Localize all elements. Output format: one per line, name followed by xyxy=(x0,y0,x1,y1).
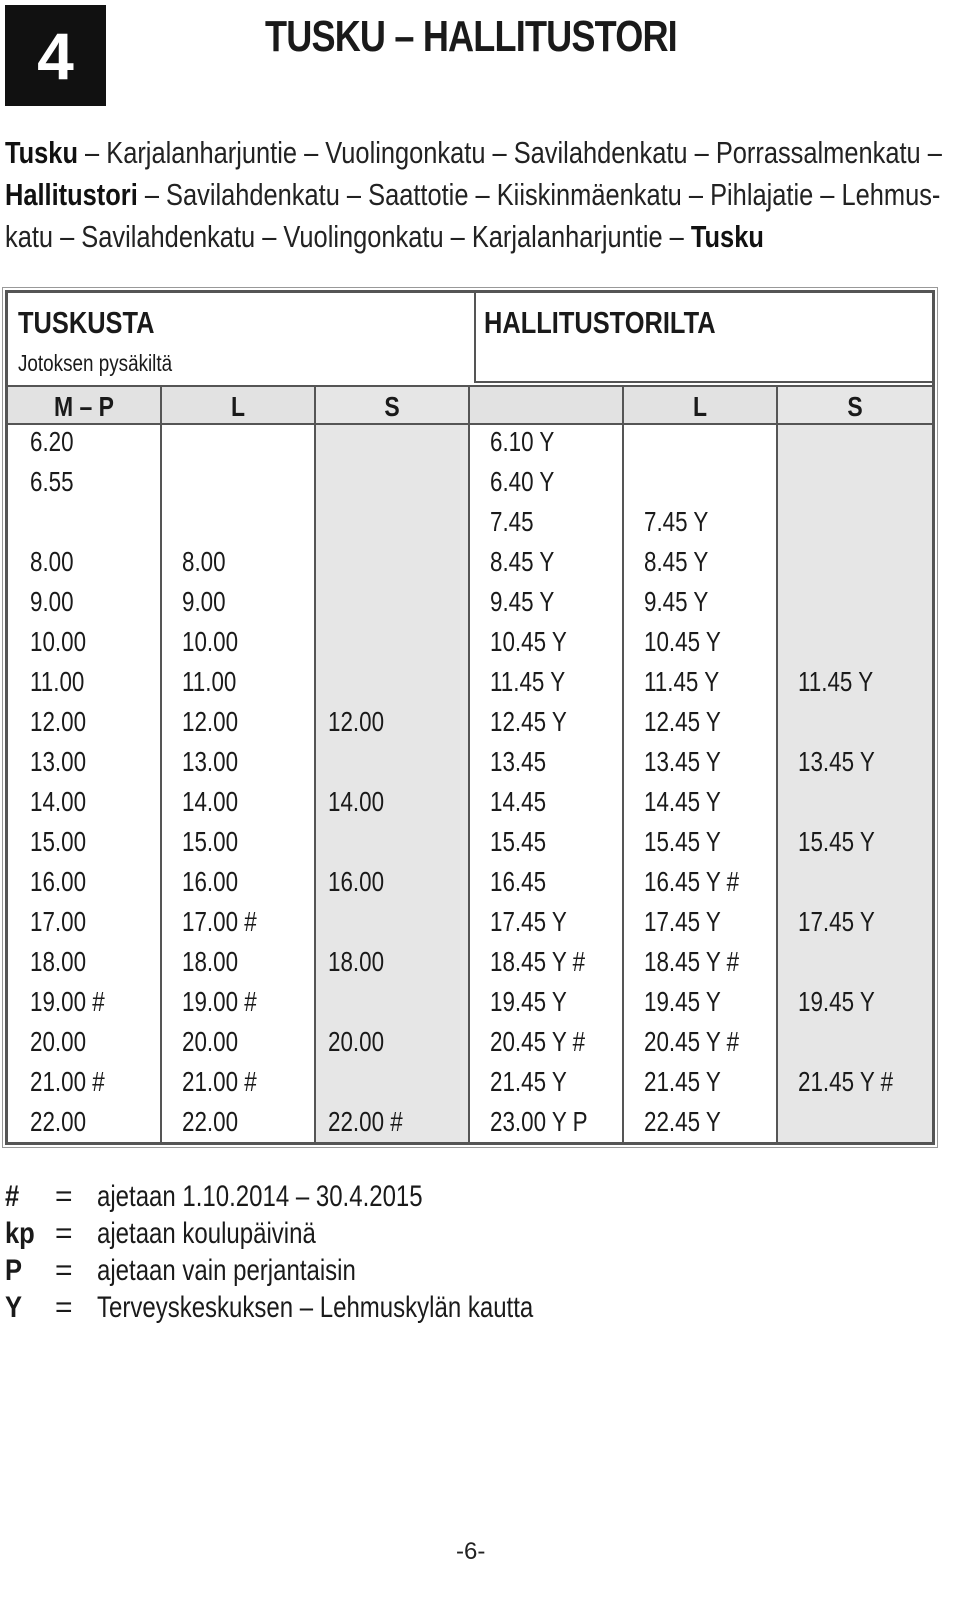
departure-time: 9.00 xyxy=(30,586,74,617)
departure-time: 9.00 xyxy=(182,586,226,617)
route-description-line xyxy=(5,216,891,258)
departure-time: 10.45 Y xyxy=(490,626,567,657)
legend-symbol: P xyxy=(5,1254,23,1287)
departure-time: 13.00 xyxy=(30,746,87,777)
departure-time: 19.00 # xyxy=(30,986,105,1017)
departure-time: 21.45 Y xyxy=(644,1066,721,1097)
departure-time: 8.00 xyxy=(182,546,226,577)
departure-time: 11.45 Y xyxy=(644,666,720,697)
legend-symbol: kp xyxy=(5,1217,35,1250)
departure-time: 20.00 xyxy=(182,1026,239,1057)
column-header-row xyxy=(8,385,932,425)
departure-time: 18.45 Y # xyxy=(644,946,740,977)
departure-time: 9.45 Y xyxy=(490,586,555,617)
page-number: -6- xyxy=(456,1538,486,1565)
departure-time: 20.45 Y # xyxy=(644,1026,740,1057)
departure-time: 21.00 # xyxy=(30,1066,105,1097)
departure-time: 17.00 xyxy=(30,906,87,937)
departure-time: 11.00 xyxy=(30,666,85,697)
departure-time: 16.00 xyxy=(182,866,239,897)
departure-time: 14.00 xyxy=(30,786,87,817)
legend-equals: = xyxy=(55,1180,73,1213)
departure-time: 10.45 Y xyxy=(644,626,721,657)
departure-time: 8.00 xyxy=(30,546,74,577)
departure-time: 17.00 # xyxy=(182,906,257,937)
departure-time: 9.45 Y xyxy=(644,586,709,617)
route-stops-text: katu – Savilahdenkatu – Vuolingonkatu – Karjalanharjuntie – xyxy=(5,219,691,254)
departure-time: 6.10 Y xyxy=(490,426,555,457)
legend-symbol: Y xyxy=(5,1291,23,1324)
departure-time: 12.00 xyxy=(182,706,239,737)
header-from-hallitustori xyxy=(474,293,935,383)
departure-time: 20.00 xyxy=(328,1026,385,1057)
departure-time: 14.00 xyxy=(182,786,239,817)
departure-time: 22.00 xyxy=(30,1106,87,1137)
departure-time: 10.00 xyxy=(30,626,87,657)
column-header: M – P xyxy=(54,391,114,422)
route-number: 4 xyxy=(37,18,74,93)
departure-time: 22.45 Y xyxy=(644,1106,721,1137)
departure-time: 21.00 # xyxy=(182,1066,257,1097)
route-description-line xyxy=(5,174,941,216)
header-from-tusku-subtitle: Jotoksen pysäkiltä xyxy=(18,350,173,376)
departure-time: 15.00 xyxy=(182,826,239,857)
departure-time: 12.00 xyxy=(328,706,385,737)
route-stops-text: – Savilahdenkatu – Saattotie – Kiiskinmäenkatu – Pihlajatie – Lehmus- xyxy=(137,177,941,212)
column-header: L xyxy=(230,391,246,422)
departure-time: 17.45 Y xyxy=(490,906,567,937)
departure-time: 16.45 xyxy=(490,866,547,897)
route-number-badge xyxy=(5,5,106,106)
departure-time: 16.00 xyxy=(328,866,385,897)
departure-time: 6.20 xyxy=(30,426,74,457)
column-header: S xyxy=(384,391,400,422)
departure-time: 11.45 Y xyxy=(490,666,566,697)
departure-time: 15.45 xyxy=(490,826,547,857)
departure-time: 18.00 xyxy=(182,946,239,977)
header-from-tusku xyxy=(8,293,474,383)
departure-time: 20.00 xyxy=(30,1026,87,1057)
legend-equals: = xyxy=(55,1254,73,1287)
departure-time: 18.45 Y # xyxy=(490,946,586,977)
departure-time: 14.00 xyxy=(328,786,385,817)
departure-time: 7.45 xyxy=(490,506,534,537)
departure-time: 18.00 xyxy=(30,946,87,977)
header-from-tusku-title: TUSKUSTA xyxy=(18,305,155,340)
departure-time: 13.45 Y xyxy=(798,746,875,777)
route-stop-terminal: Hallitustori xyxy=(5,177,138,212)
legend-equals: = xyxy=(55,1291,73,1324)
legend-symbol: # xyxy=(5,1180,20,1213)
departure-time: 12.00 xyxy=(30,706,87,737)
departure-time: 17.45 Y xyxy=(798,906,875,937)
route-description-line xyxy=(5,132,942,174)
route-stop-terminal: Tusku xyxy=(690,219,764,254)
departure-time: 17.45 Y xyxy=(644,906,721,937)
departure-time: 11.00 xyxy=(182,666,237,697)
legend-description: Terveyskeskuksen – Lehmuskylän kautta xyxy=(97,1291,534,1324)
departure-time: 8.45 Y xyxy=(490,546,555,577)
departure-time: 21.45 Y # xyxy=(798,1066,894,1097)
legend-description: ajetaan vain perjantaisin xyxy=(97,1254,356,1287)
departure-time: 21.45 Y xyxy=(490,1066,567,1097)
timetable xyxy=(5,290,935,1145)
departure-time: 19.45 Y xyxy=(644,986,721,1017)
header-from-hallitustori-title: HALLITUSTORILTA xyxy=(484,305,716,340)
departure-time: 22.00 # xyxy=(328,1106,403,1137)
departure-time: 11.45 Y xyxy=(798,666,874,697)
legend-equals: = xyxy=(55,1217,73,1250)
departure-time: 19.45 Y xyxy=(490,986,567,1017)
departure-time: 10.00 xyxy=(182,626,239,657)
departure-time: 12.45 Y xyxy=(490,706,567,737)
departure-time: 15.45 Y xyxy=(798,826,875,857)
column-header: L xyxy=(692,391,708,422)
departure-time: 19.00 # xyxy=(182,986,257,1017)
departure-time: 8.45 Y xyxy=(644,546,709,577)
column-header: S xyxy=(847,391,863,422)
legend-description: ajetaan koulupäivinä xyxy=(97,1217,316,1250)
departure-time: 12.45 Y xyxy=(644,706,721,737)
departure-time: 14.45 xyxy=(490,786,547,817)
departure-time: 22.00 xyxy=(182,1106,239,1137)
departure-time: 15.00 xyxy=(30,826,87,857)
page-title: TUSKU – HALLITUSTORI xyxy=(265,12,677,61)
departure-time: 19.45 Y xyxy=(798,986,875,1017)
departure-time: 6.40 Y xyxy=(490,466,555,497)
route-stops-text: – Karjalanharjuntie – Vuolingonkatu – Savilahdenkatu – Porrassalmenkatu – xyxy=(77,135,942,170)
route-description xyxy=(5,132,942,258)
departure-time: 13.00 xyxy=(182,746,239,777)
departure-time: 7.45 Y xyxy=(644,506,709,537)
departure-time: 18.00 xyxy=(328,946,385,977)
departure-time: 13.45 xyxy=(490,746,547,777)
departure-time: 16.00 xyxy=(30,866,87,897)
departure-time: 16.45 Y # xyxy=(644,866,740,897)
departure-time: 13.45 Y xyxy=(644,746,721,777)
departure-time: 6.55 xyxy=(30,466,74,497)
route-stop-terminal: Tusku xyxy=(5,135,78,170)
departure-time: 15.45 Y xyxy=(644,826,721,857)
departure-time: 23.00 Y P xyxy=(490,1106,588,1137)
legend-description: ajetaan 1.10.2014 – 30.4.2015 xyxy=(97,1180,423,1213)
departure-time: 20.45 Y # xyxy=(490,1026,586,1057)
departure-time: 14.45 Y xyxy=(644,786,721,817)
